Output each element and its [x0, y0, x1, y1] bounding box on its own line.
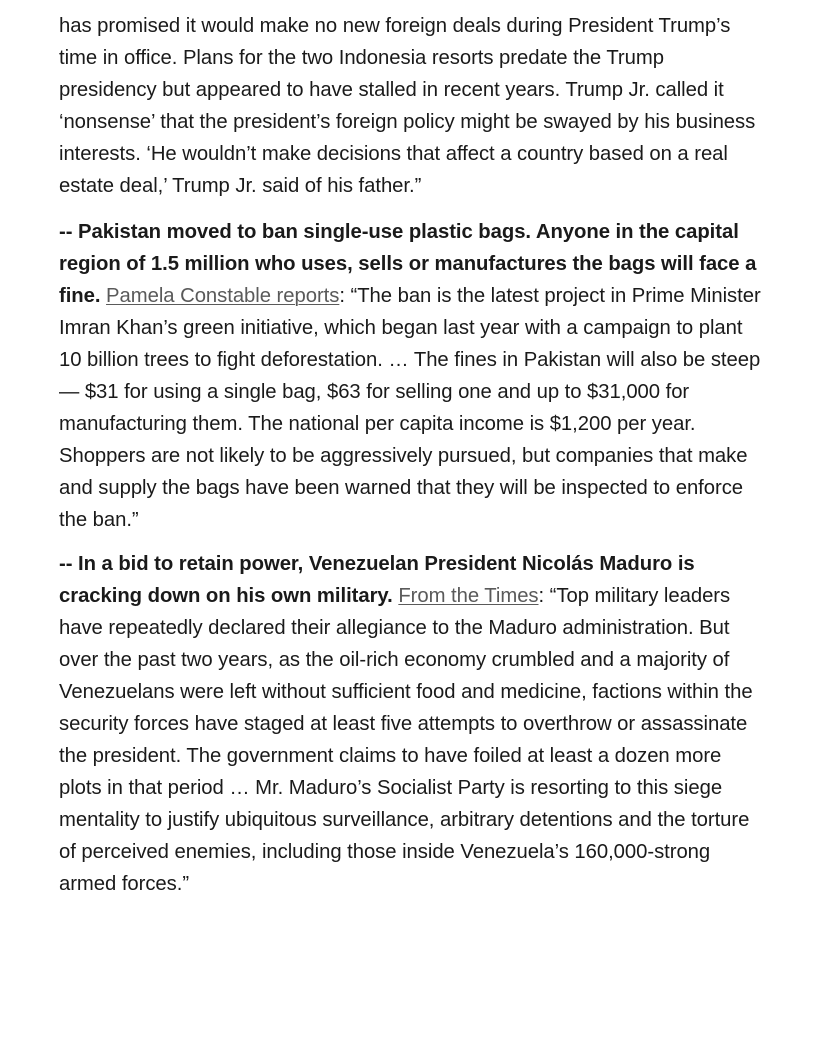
paragraph-trump-indonesia: [59, 10, 765, 202]
source-link-times[interactable]: From the Times: [398, 585, 539, 607]
source-link-pamela-constable[interactable]: Pamela Constable reports: [106, 285, 340, 307]
paragraph-lede: -- In a bid to retain power, Venezuelan President Nicolás Maduro is cracking down on his own military.: [59, 553, 695, 607]
paragraph-venezuela-maduro: [59, 548, 765, 900]
paragraph-text: : “Top military leaders have repeatedly declared their allegiance to the Maduro administration. But over the past two years, as the oil-rich economy crumbled and a majority of Venezuelans were left without sufficient food and medicine, factions within the security forces have staged at least five attempts to overthrow or assassinate the president. The government claims to have foiled at least a dozen more plots in that period … Mr. Maduro’s Socialist Party is resorting to this siege mentality to justify ubiquitous surveillance, arbitrary detentions and the torture of perceived enemies, including those inside Venezuela’s 160,000-strong armed forces.”: [59, 585, 753, 895]
paragraph-pakistan-plastic-bags: [59, 216, 765, 536]
paragraph-lede: -- Pakistan moved to ban single-use plastic bags. Anyone in the capital region of 1.5 million who uses, sells or manufactures the bags will face a fine.: [59, 221, 757, 307]
paragraph-text: has promised it would make no new foreign deals during President Trump’s time in office. Plans for the two Indonesia resorts predate the Trump presidency but appeared to have stalled in recent years. Trump Jr. called it ‘nonsense’ that the president’s foreign policy might be swayed by his business interests. ‘He wouldn’t make decisions that affect a country based on a real estate deal,’ Trump Jr. said of his father.”: [59, 15, 756, 197]
article-body: [59, 10, 765, 912]
paragraph-text: : “The ban is the latest project in Prime Minister Imran Khan’s green initiative, which began last year with a campaign to plant 10 billion trees to fight deforestation. … The fines in Pakistan will also be steep — $31 for using a single bag, $63 for selling one and up to $31,000 for manufacturing them. The national per capita income is $1,200 per year. Shoppers are not likely to be aggressively pursued, but companies that make and supply the bags have been warned that they will be inspected to enforce the ban.”: [59, 285, 761, 531]
